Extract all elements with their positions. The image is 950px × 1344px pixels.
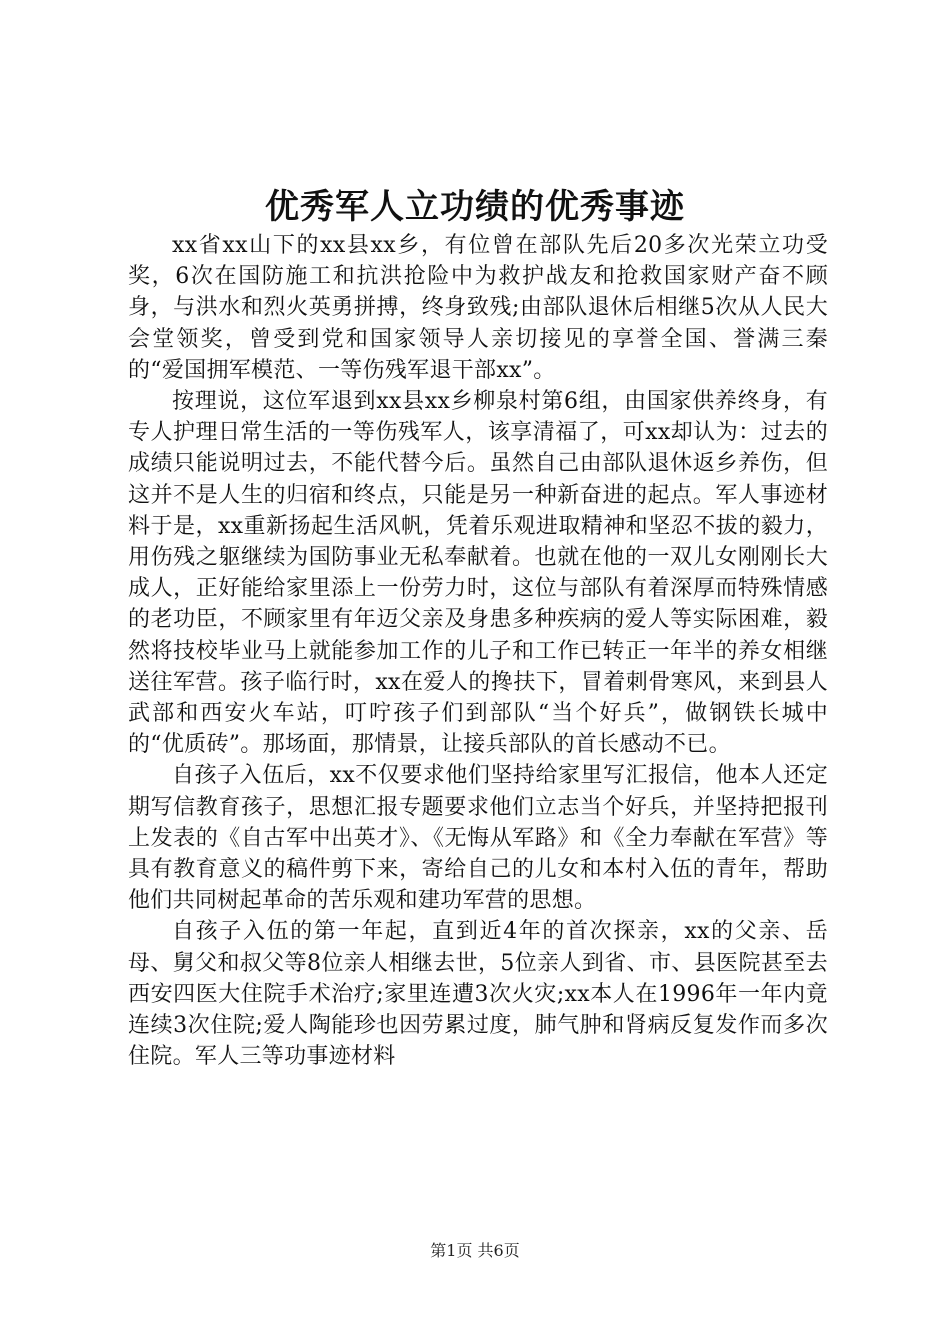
document-body bbox=[128, 230, 828, 1072]
paragraph-1: xx省xx山下的xx县xx乡，有位曾在部队先后20多次光荣立功受奖，6次在国防施工和抗洪抢险中为救护战友和抢救国家财产奋不顾身，与洪水和烈火英勇拼搏，终身致残;由部队退休后相继5次从人民大会堂领奖，曾受到党和国家领导人亲切接见的享誉全国、誉满三秦的“爱国拥军模范、一等伤残军退干部xx”。 bbox=[128, 233, 828, 383]
paragraph-2: 按理说，这位军退到xx县xx乡柳泉村第6组，由国家供养终身，有专人护理日常生活的一等伤残军人，该享清福了，可xx却认为：过去的成绩只能说明过去，不能代替今后。虽然自己由部队退休返乡养伤，但这并不是人生的归宿和终点，只能是另一种新奋进的起点。军人事迹材料于是，xx重新扬起生活风帆，凭着乐观进取精神和坚忍不拔的毅力，用伤残之躯继续为国防事业无私奉献着。也就在他的一双儿女刚刚长大成人，正好能给家里添上一份劳力时，这位与部队有着深厚而特殊情感的老功臣，不顾家里有年迈父亲及身患多种疾病的爱人等实际困难，毅然将技校毕业马上就能参加工作的儿子和工作已转正一年半的养女相继送往军营。孩子临行时，xx在爱人的搀扶下，冒着刺骨寒风，来到县人武部和西安火车站，叮咛孩子们到部队“当个好兵”，做钢铁长城中的“优质砖”。那场面，那情景，让接兵部队的首长感动不已。 bbox=[128, 389, 828, 758]
page-footer: 第1页 共6页 bbox=[430, 1241, 520, 1260]
paragraph-3: 自孩子入伍后，xx不仅要求他们坚持给家里写汇报信，他本人还定期写信教育孩子，思想汇报专题要求他们立志当个好兵，并坚持把报刊上发表的《自古军中出英才》、《无悔从军路》和《全力奉献在军营》等具有教育意义的稿件剪下来，寄给自己的儿女和本村入伍的青年，帮助他们共同树起革命的苦乐观和建功军营的思想。 bbox=[128, 763, 828, 914]
document-title: 优秀军人立功绩的优秀事迹 bbox=[265, 187, 685, 227]
paragraph-4: 自孩子入伍的第一年起，直到近4年的首次探亲，xx的父亲、岳母、舅父和叔父等8位亲人相继去世，5位亲人到省、市、县医院甚至去西安四医大住院手术治疗;家里连遭3次火灾;xx本人在1996年一年内竟连续3次住院;爱人陶能珍也因劳累过度，肺气肿和肾病反复发作而多次住院。军人三等功事迹材料 bbox=[128, 919, 828, 1070]
